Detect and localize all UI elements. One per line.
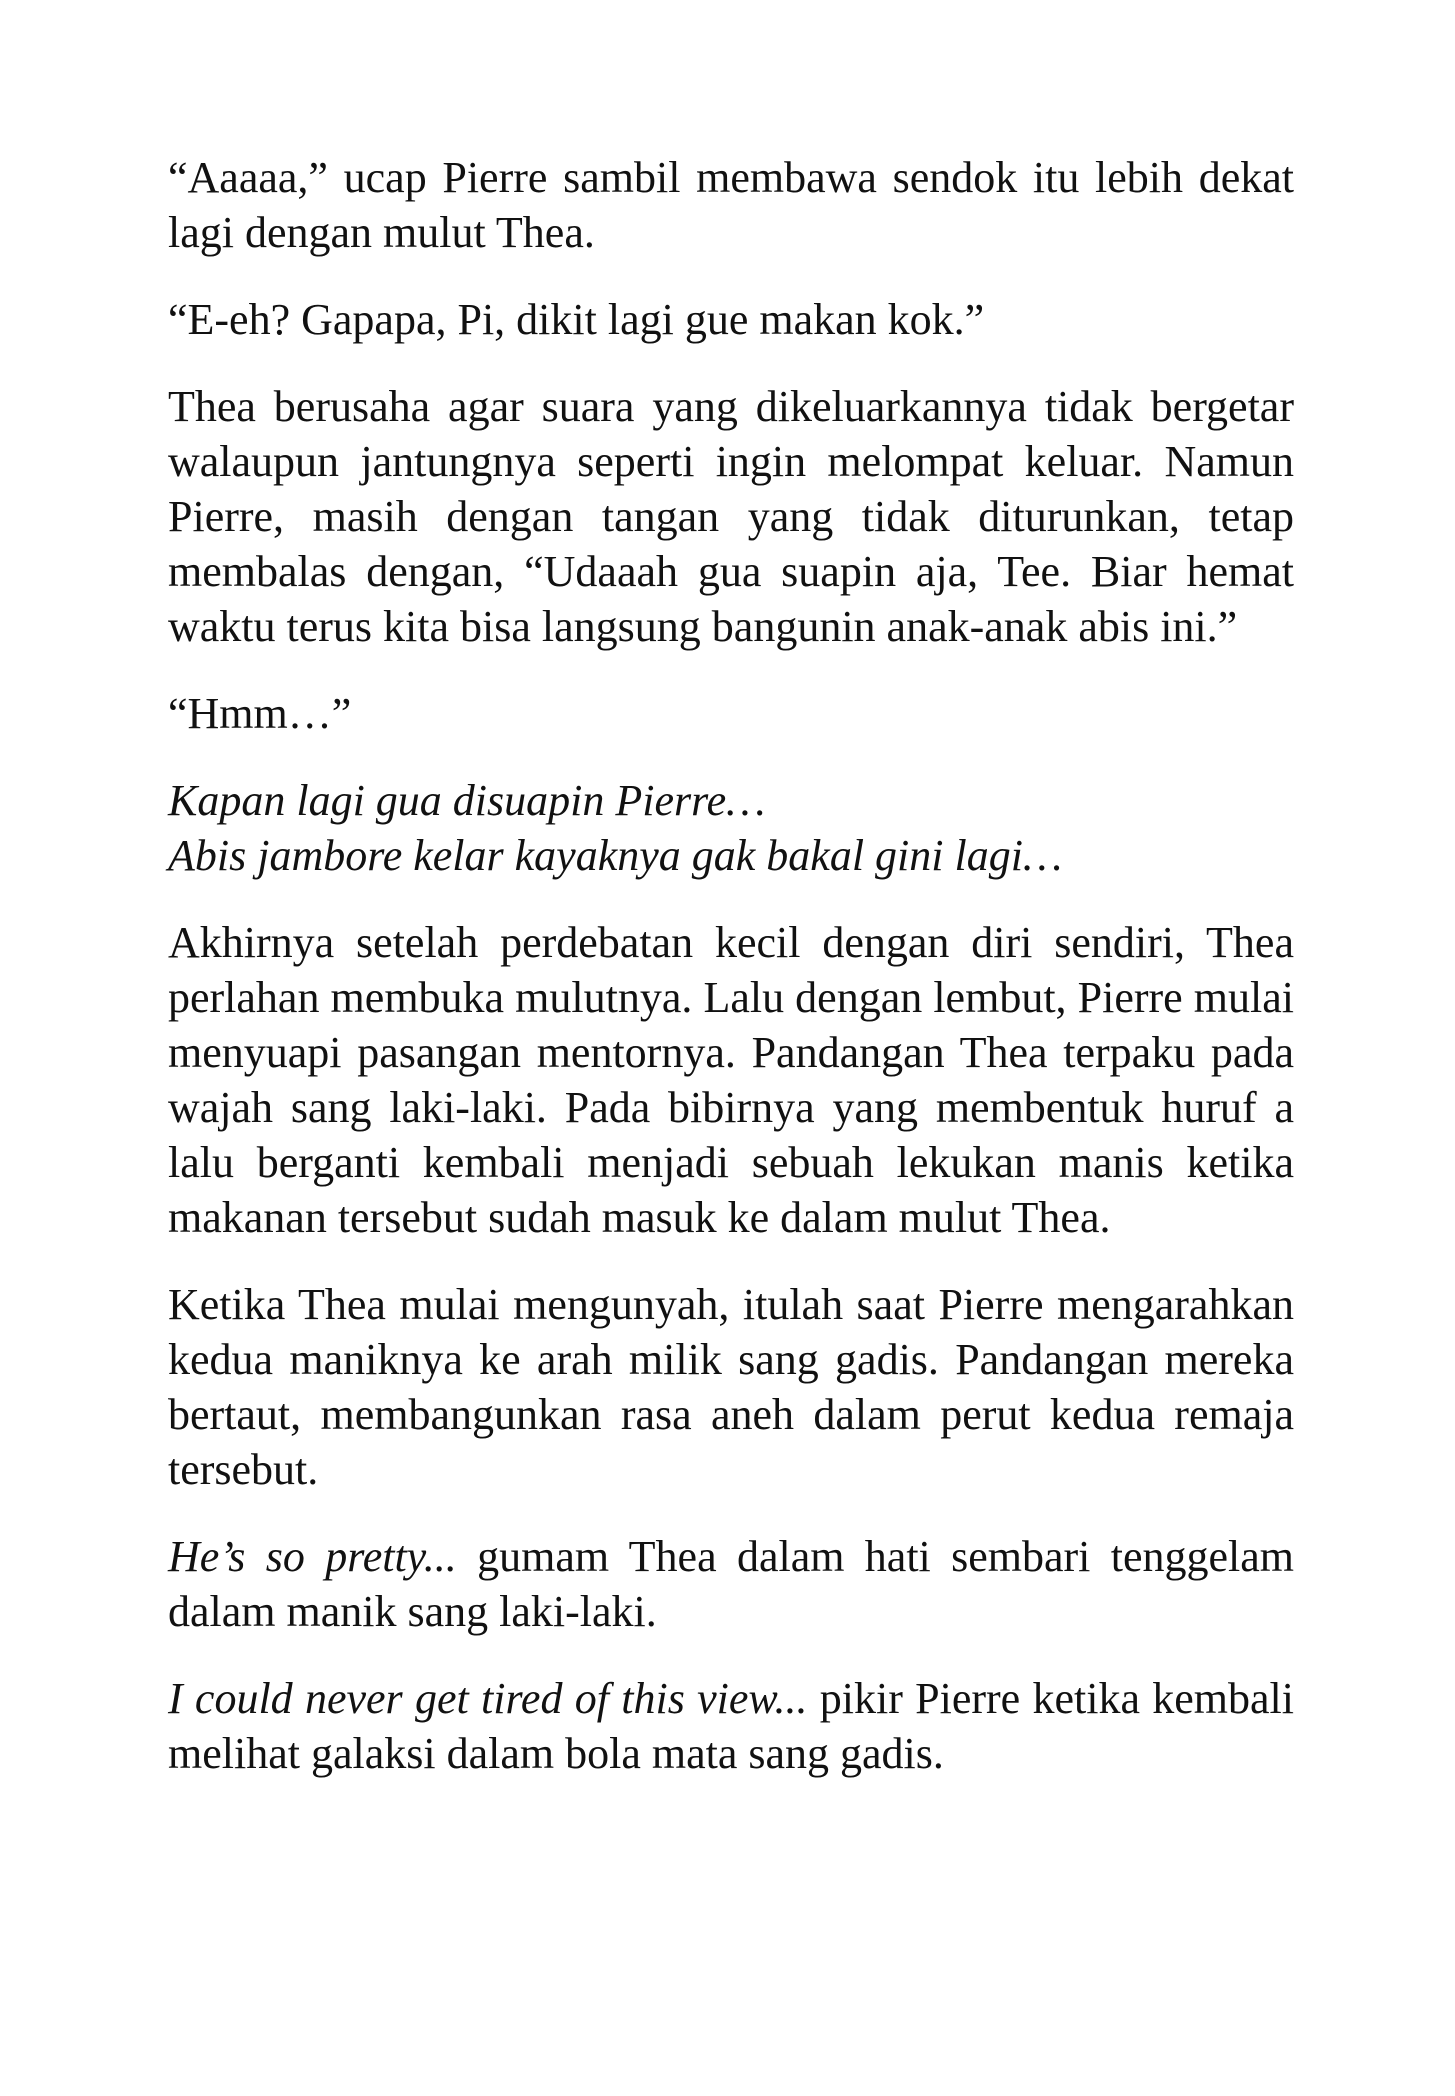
paragraph-8-rest: gumam Thea dalam hati sembari tenggelam dalam manik sang laki-laki. [168, 1532, 1294, 1636]
paragraph-8 [168, 1529, 1294, 1639]
paragraph-4: “Hmm…” [168, 689, 352, 738]
paragraph-3: Thea berusaha agar suara yang dikeluarkannya tidak bergetar walaupun jantungnya seperti ingin melompat keluar. Namun Pierre, masih dengan tangan yang tidak diturunkan, tetap membalas dengan, “Udaaah gua suapin aja, Tee. Biar hemat waktu terus kita bisa langsung bangunin anak-anak abis ini.” [168, 382, 1294, 651]
paragraph-6: Akhirnya setelah perdebatan kecil dengan diri sendiri, Thea perlahan membuka mulutnya. Lalu dengan lembut, Pierre mulai menyuapi pasangan mentornya. Pandangan Thea terpaku pada wajah sang laki-laki. Pada bibirnya yang membentuk huruf a lalu berganti kembali menjadi sebuah lekukan manis ketika makanan tersebut sudah masuk ke dalam mulut Thea. [168, 918, 1294, 1242]
paragraph-9-rest: pikir Pierre ketika kembali melihat galaksi dalam bola mata sang gadis. [168, 1674, 1294, 1778]
paragraph-1: “Aaaaa,” ucap Pierre sambil membawa sendok itu lebih dekat lagi dengan mulut Thea. [168, 153, 1294, 257]
paragraph-8-italic: He’s so pretty... [168, 1532, 457, 1581]
paragraph-7: Ketika Thea mulai mengunyah, itulah saat Pierre mengarahkan kedua maniknya ke arah milik sang gadis. Pandangan mereka bertaut, membangunkan rasa aneh dalam perut kedua remaja tersebut. [168, 1280, 1294, 1494]
paragraph-9 [168, 1671, 1294, 1781]
paragraph-5-italic-thoughts [168, 773, 1294, 883]
thought-line-2: Abis jambore kelar kayaknya gak bakal gini lagi… [168, 831, 1063, 880]
thought-line-1: Kapan lagi gua disuapin Pierre… [168, 776, 766, 825]
paragraph-2: “E-eh? Gapapa, Pi, dikit lagi gue makan kok.” [168, 295, 985, 344]
paragraph-9-italic: I could never get tired of this view... [168, 1674, 808, 1723]
document-page [168, 150, 1294, 1813]
